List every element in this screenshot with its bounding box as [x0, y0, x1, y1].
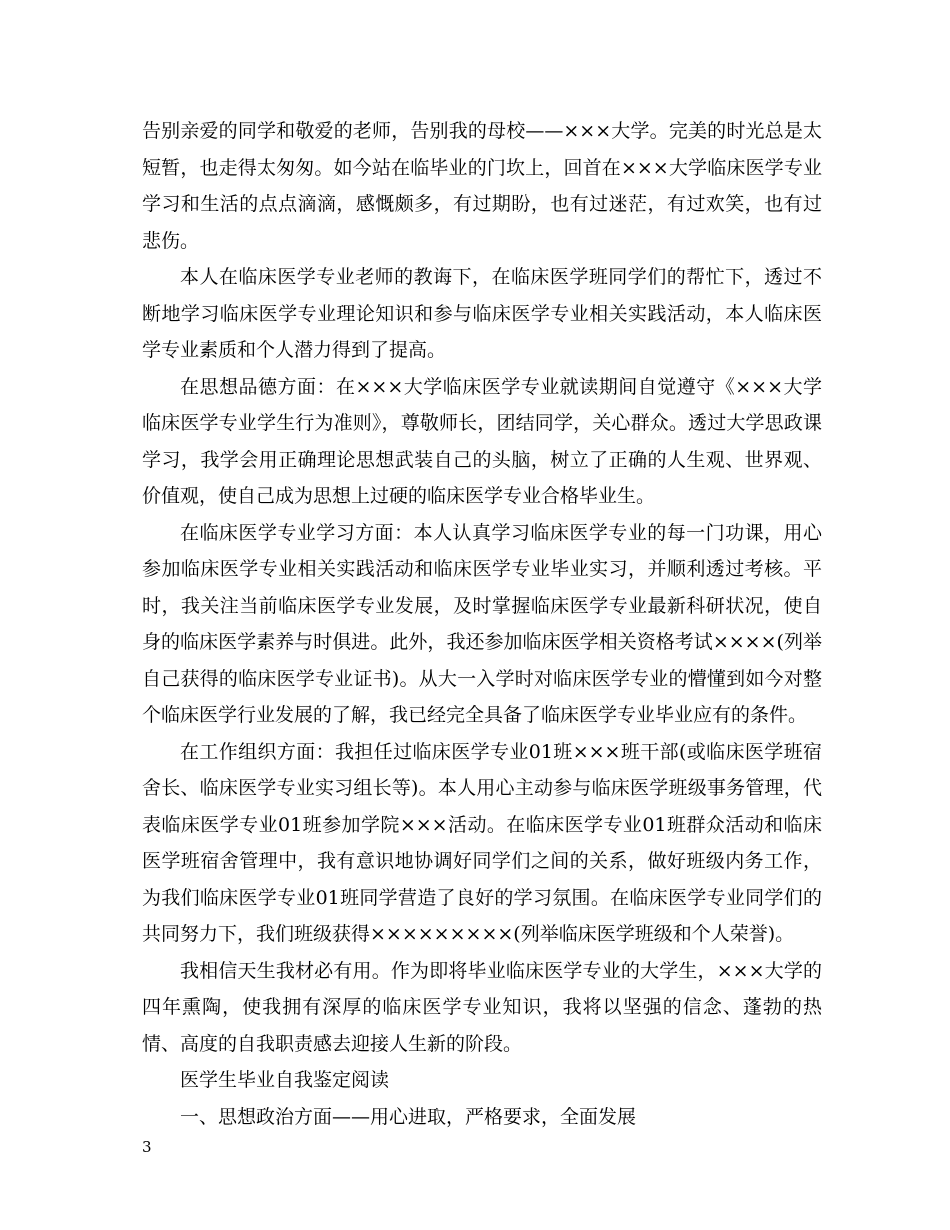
section-heading-reading: 医学生毕业自我鉴定阅读 [180, 1069, 390, 1091]
paragraph-work-organization: 在工作组织方面：我担任过临床医学专业01班×××班干部(或临床医学班宿舍长、临床医学专业实习组长等)。本人用心主动参与临床医学班级事务管理，代表临床医学专业01班参加学院×××活动。在临床医学专业01班群众活动和临床医学班宿舍管理中，我有意识地协调好同学们之间的关系，做好班级内务工作，为我们临床医学专业01班同学营造了良好的学习氛围。在临床医学专业同学们的共同努力下，我们班级获得×××××××××(列举临床医学班级和个人荣誉)。 [142, 740, 822, 945]
paragraph-study-growth: 本人在临床医学专业老师的教诲下，在临床医学班同学们的帮忙下，透过不断地学习临床医学专业理论知识和参与临床医学专业相关实践活动，本人临床医学专业素质和个人潜力得到了提高。 [142, 266, 822, 361]
paragraph-professional-study: 在临床医学专业学习方面：本人认真学习临床医学专业的每一门功课，用心参加临床医学专业相关实践活动和临床医学专业毕业实习，并顺利透过考核。平时，我关注当前临床医学专业发展，及时掌握临床医学专业最新科研状况，使自身的临床医学素养与时俱进。此外，我还参加临床医学相关资格考试××××(列举自己获得的临床医学专业证书)。从大一入学时对临床医学专业的懵懂到如今对整个临床医学行业发展的了解，我已经完全具备了临床医学专业毕业应有的条件。 [142, 521, 822, 726]
paragraph-moral-character: 在思想品德方面：在×××大学临床医学专业就读期间自觉遵守《×××大学临床医学专业学生行为准则》，尊敬师长，团结同学，关心群众。透过大学思政课学习，我学会用正确理论思想武装自己的头脑，树立了正确的人生观、世界观、价值观，使自己成为思想上过硬的临床医学专业合格毕业生。 [142, 375, 822, 507]
page-number: 3 [142, 1138, 152, 1156]
section-heading-political: 一、思想政治方面——用心进取，严格要求，全面发展 [180, 1105, 637, 1128]
paragraph-farewell: 告别亲爱的同学和敬爱的老师，告别我的母校——×××大学。完美的时光总是太短暂，也走得太匆匆。如今站在临毕业的门坎上，回首在×××大学临床医学专业学习和生活的点点滴滴，感慨颇多，有过期盼，也有过迷茫，有过欢笑，也有过悲伤。 [142, 120, 822, 252]
document-body [142, 113, 822, 1135]
paragraph-conclusion: 我相信天生我材必有用。作为即将毕业临床医学专业的大学生，×××大学的四年熏陶，使我拥有深厚的临床医学专业知识，我将以坚强的信念、蓬勃的热情、高度的自我职责感去迎接人生新的阶段。 [142, 959, 822, 1055]
